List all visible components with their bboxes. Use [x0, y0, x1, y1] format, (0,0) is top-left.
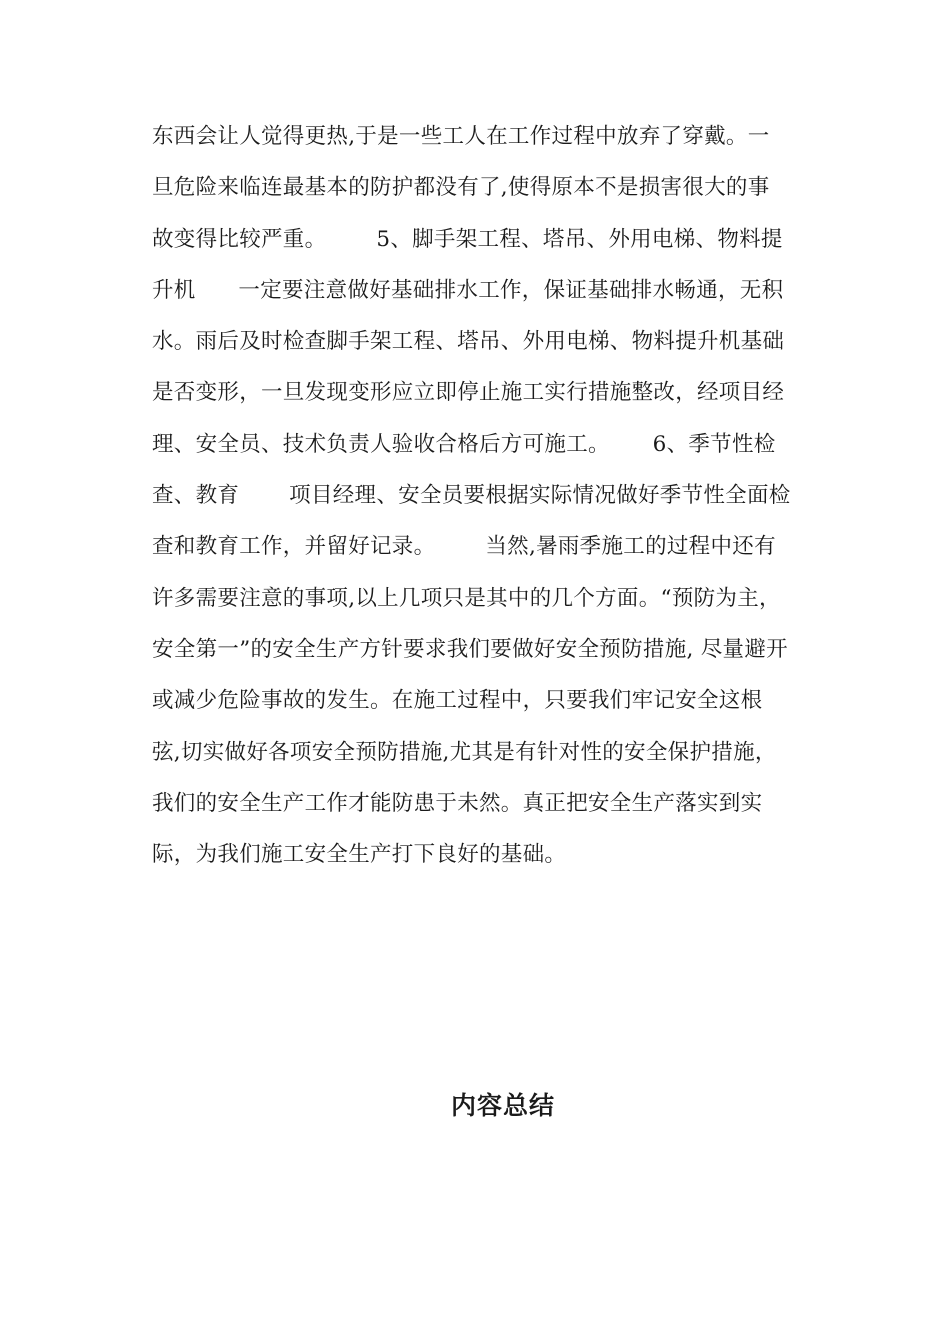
body-line-1: 东西会让人觉得更热,于是一些工人在工作过程中放弃了穿戴。一 — [152, 124, 770, 149]
body-paragraph — [152, 114, 812, 883]
body-line-2: 旦危险来临连最基本的防护都没有了,使得原本不是损害很大的事 — [152, 175, 770, 201]
body-line-13: 弦,切实做好各项安全预防措施,尤其是有针对性的安全保护措施， — [152, 739, 777, 765]
body-line-6: 是否变形，一旦发现变形应立即停止施工实行措施整改，经项目经 — [152, 380, 785, 406]
body-line-11: 安全第一”的安全生产方针要求我们要做好安全预防措施, 尽量避开 — [152, 636, 788, 662]
body-line-3: 故变得比较严重。 5、脚手架工程、塔吊、外用电梯、物料提 — [152, 226, 783, 252]
body-line-5: 水。雨后及时检查脚手架工程、塔吊、外用电梯、物料提升机基础 — [152, 329, 785, 355]
body-line-12: 或减少危险事故的发生。在施工过程中，只要我们牢记安全这根 — [152, 688, 763, 714]
body-line-14: 我们的安全生产工作才能防患于未然。真正把安全生产落实到实 — [152, 790, 763, 816]
body-line-4: 升机 一定要注意做好基础排水工作，保证基础排水畅通，无积 — [152, 277, 784, 303]
body-line-8: 查、教育 项目经理、安全员要根据实际情况做好季节性全面检 — [152, 483, 791, 509]
body-line-10: 许多需要注意的事项,以上几项只是其中的几个方面。“预防为主， — [152, 585, 781, 611]
summary-heading: 内容总结 — [450, 1091, 555, 1120]
body-line-15: 际，为我们施工安全生产打下良好的基础。 — [152, 842, 567, 868]
body-line-7: 理、安全员、技术负责人验收合格后方可施工。 6、季节性检 — [152, 431, 776, 457]
body-line-9: 查和教育工作，并留好记录。 当然,暑雨季施工的过程中还有 — [152, 534, 776, 560]
